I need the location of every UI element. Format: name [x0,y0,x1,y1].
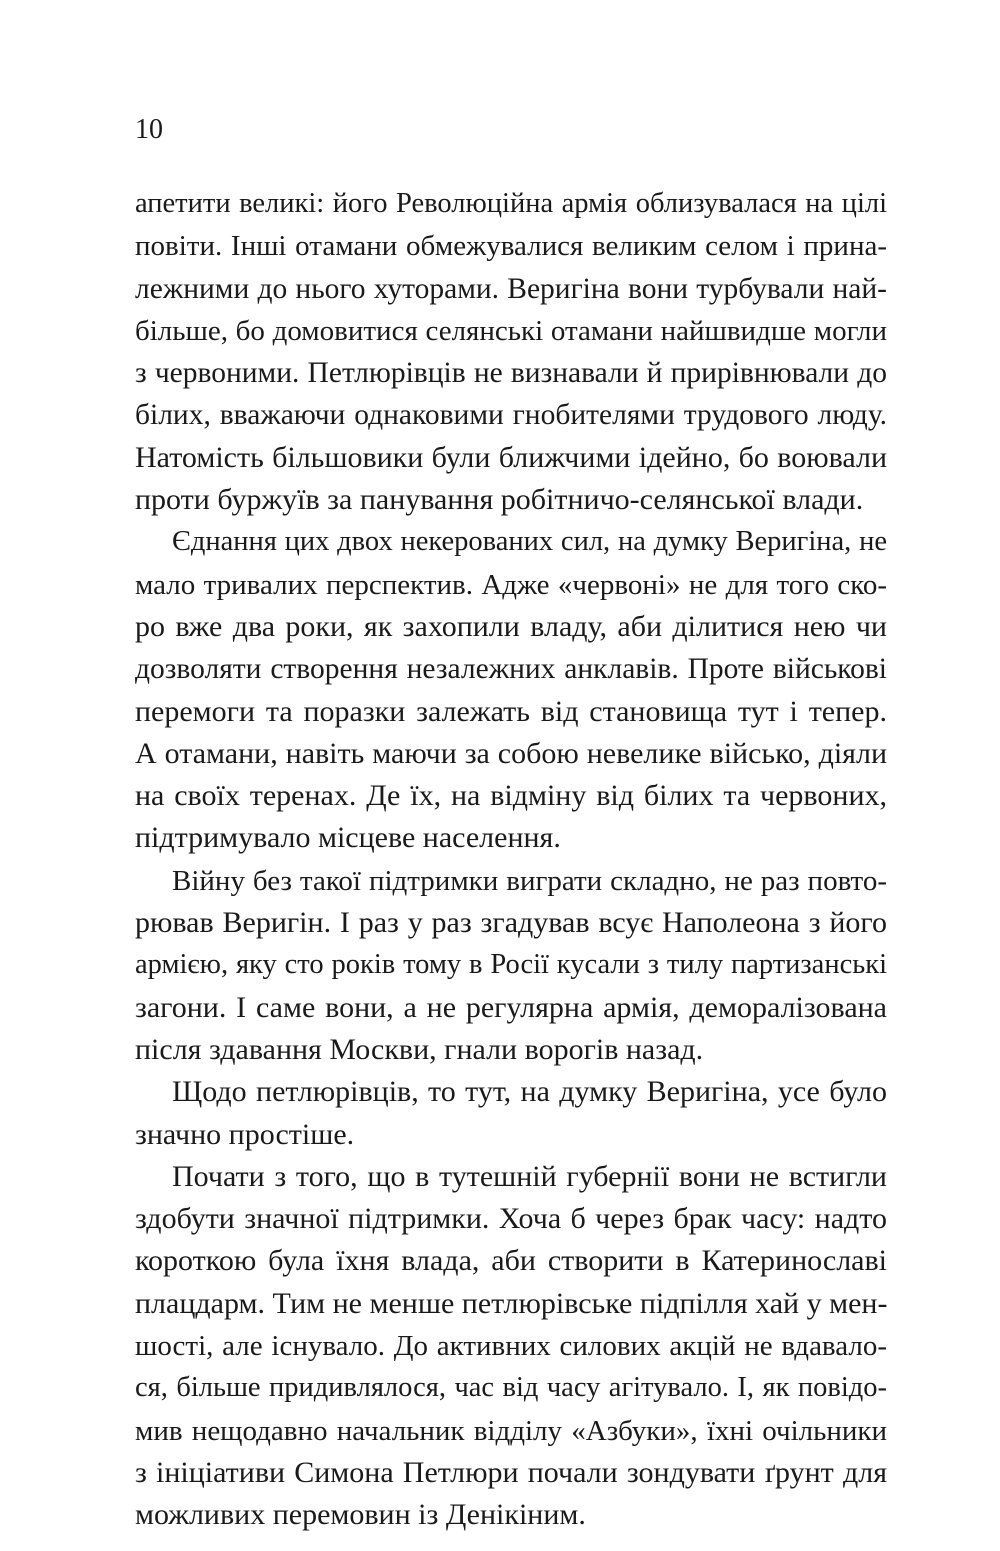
text-line: А отамани, навіть маючи за собою невелике військо, діяли [135,736,887,770]
text-line: ся, більше придивлялося, час від часу агітувало. І, як повідо- [135,1372,887,1404]
text-line: на своїх теренах. Де їх, на відміну від білих та червоних, [135,779,887,813]
text-line: здобути значної підтримки. Хоча б через брак часу: надто [135,1202,887,1236]
text-line: більше, бо домовитися селянські отамани найшвидше могли [135,314,887,347]
text-line: Щодо петлюрівців, то тут, на думку Веригіна, усе було [172,1075,887,1109]
text-line: підтримувало місцеве населення. [135,821,561,855]
text-line: можливих перемовин із Денікіним. [135,1498,586,1532]
text-line: Натомість більшовики були ближчими ідейно, бо воювали [135,440,887,474]
text-line: шості, але існувало. До активних силових акцій не вдавало- [135,1330,887,1363]
body-text [135,183,887,1537]
text-line: проти буржуїв за панування робітничо-селянської влади. [135,483,864,517]
page-number: 10 [135,114,163,145]
text-line: загони. І саме вони, а не регулярна армія, деморалізована [135,990,887,1024]
text-line: лежними до нього хуторами. Веригіна вони турбували най- [135,272,887,305]
text-line: перемоги та поразки залежать від становища тут і тепер. [135,694,887,728]
text-line: значно простіше. [135,1117,355,1151]
text-line: після здавання Москви, гнали ворогів назад. [135,1032,704,1066]
text-line: апетити великі: його Революційна армія облизувалася на цілі [135,188,887,219]
text-line: армією, яку сто років тому в Росії кусали з тилу партизанські [135,949,887,981]
text-line: Війну без такої підтримки виграти складно, не раз повто- [172,864,887,897]
text-line: з ініціативи Симона Петлюри почали зондувати ґрунт для [135,1455,887,1489]
text-line: мало тривалих перспектив. Адже «червоні» не для того ско- [135,568,887,601]
text-line: повіти. Інші отамани обмежувалися великим селом і прина- [135,230,887,263]
text-line: з червоними. Петлюрівців не визнавали й прирівнювали до [135,357,887,390]
text-line: білих, вважаючи однаковими гнобителями трудового люду. [135,399,887,432]
text-line: Єднання цих двох некерованих сил, на думку Веригіна, не [172,526,887,558]
text-line: мив нещодавно начальник відділу «Азбуки», їхні очільники [135,1414,887,1447]
text-line: короткою була їхня влада, аби створити в Катеринославі [135,1244,887,1278]
text-line: Почати з того, що в тутешній губернії вони не встигли [172,1159,887,1193]
text-line: дозволяти створення незалежних анклавів. Проте військові [135,653,887,686]
text-line: ро вже два роки, як захопили владу, аби ділитися нею чи [135,609,887,643]
text-line: плацдарм. Тим не менше петлюрівське підпілля хай у мен- [135,1286,888,1320]
text-line: рював Веригін. І раз у раз згадував всує Наполеона з його [135,906,887,940]
